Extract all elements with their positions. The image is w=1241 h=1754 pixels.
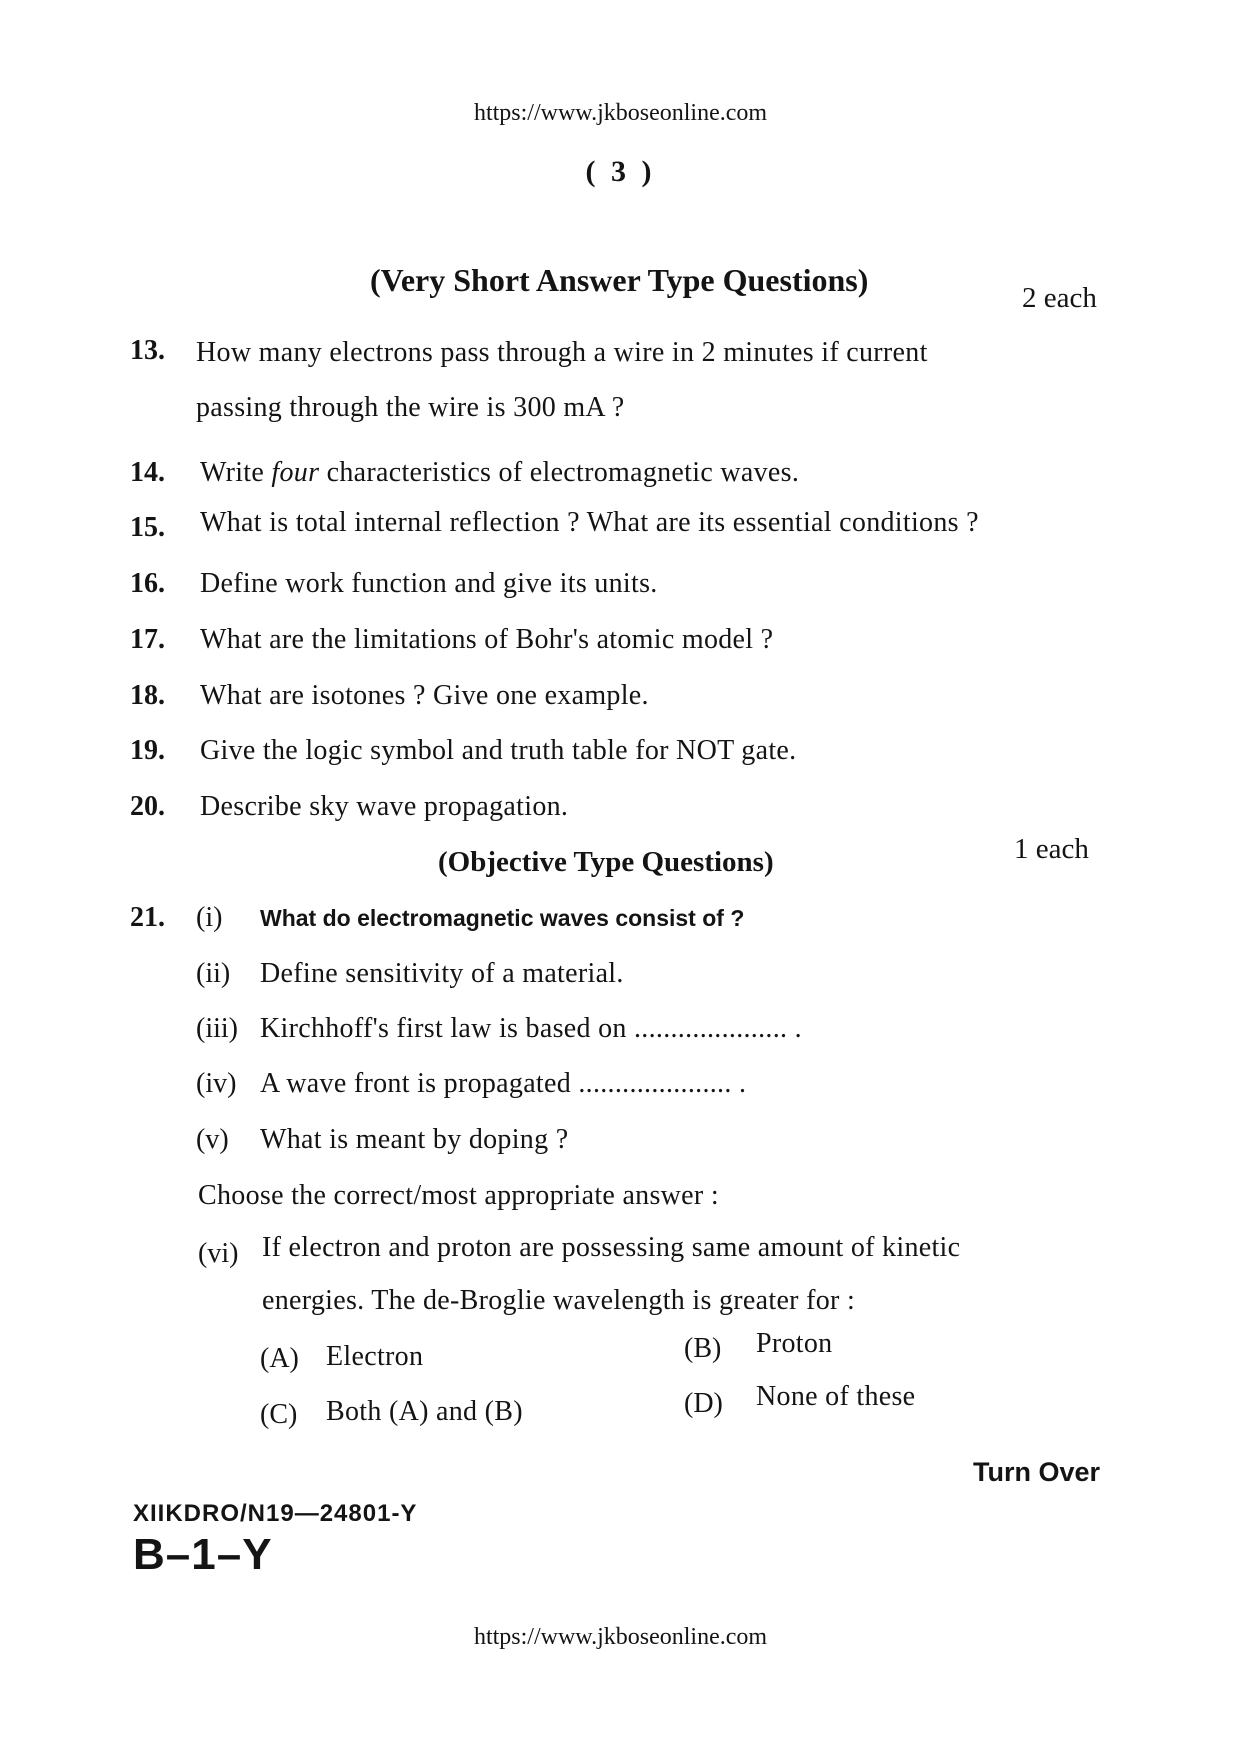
sub-part-text: What do electromagnetic waves consist of ?	[260, 905, 745, 931]
question-number: 18.	[130, 680, 165, 711]
sub-part-label: (i)	[196, 902, 223, 933]
option-label: (A)	[260, 1343, 299, 1374]
option-text: Electron	[326, 1341, 424, 1372]
option-label: (B)	[684, 1333, 722, 1364]
sub-part-label: (iii)	[196, 1013, 238, 1044]
sub-part-text: A wave front is propagated ..................... .	[260, 1068, 747, 1099]
question-number: 13.	[130, 335, 165, 366]
sub-part-text: What is meant by doping ?	[260, 1124, 569, 1155]
page-number: ( 3 )	[585, 155, 656, 188]
question-text: What are the limitations of Bohr's atomic model ?	[200, 624, 774, 655]
sub-part-label: (ii)	[196, 958, 231, 989]
footer-url: https://www.jkboseonline.com	[473, 1624, 768, 1650]
section-marks-vsa: 2 each	[1022, 282, 1097, 314]
question-text: Describe sky wave propagation.	[200, 791, 569, 822]
option-label: (C)	[260, 1399, 298, 1430]
section-heading-vsa: (Very Short Answer Type Questions)	[370, 262, 869, 298]
header-url: https://www.jkboseonline.com	[473, 100, 768, 126]
paper-code: XIIKDRO/N19—24801-Y	[133, 1500, 418, 1527]
option-text: Proton	[756, 1328, 833, 1359]
question-text: What are isotones ? Give one example.	[200, 680, 649, 711]
question-number: 21.	[130, 902, 165, 933]
section-heading-objective: (Objective Type Questions)	[438, 846, 774, 878]
emphasis-four: four	[271, 457, 320, 488]
question-text: Give the logic symbol and truth table for NOT gate.	[200, 735, 797, 766]
question-text: How many electrons pass through a wire in 2 minutes if current	[196, 337, 928, 368]
mcq-instruction: Choose the correct/most appropriate answer :	[198, 1180, 719, 1211]
question-text-continued: passing through the wire is 300 mA ?	[196, 392, 625, 423]
option-text: Both (A) and (B)	[326, 1396, 523, 1427]
question-number: 14.	[130, 457, 165, 488]
sub-part-text: Kirchhoff's first law is based on ..................... .	[260, 1013, 802, 1044]
question-number: 15.	[130, 512, 165, 543]
section-marks-objective: 1 each	[1014, 833, 1089, 865]
question-text: Write four characteristics of electromagnetic waves.	[200, 457, 800, 488]
sub-part-label: (v)	[196, 1124, 229, 1155]
question-number: 20.	[130, 791, 165, 822]
question-number: 16.	[130, 568, 165, 599]
sub-part-label: (vi)	[198, 1238, 239, 1269]
mcq-question: If electron and proton are possessing same amount of kinetic	[262, 1232, 961, 1263]
question-number: 17.	[130, 624, 165, 655]
sub-part-label: (iv)	[196, 1068, 237, 1099]
sub-part-text: Define sensitivity of a material.	[260, 958, 624, 989]
question-text: Define work function and give its units.	[200, 568, 658, 599]
series-code: B–1–Y	[133, 1530, 273, 1579]
question-number: 19.	[130, 735, 165, 766]
option-text: None of these	[756, 1381, 916, 1412]
turn-over-label: Turn Over	[973, 1457, 1101, 1487]
option-label: (D)	[684, 1388, 723, 1419]
mcq-question-continued: energies. The de-Broglie wavelength is greater for :	[262, 1285, 856, 1316]
question-text: What is total internal reflection ? What are its essential conditions ?	[200, 507, 979, 538]
